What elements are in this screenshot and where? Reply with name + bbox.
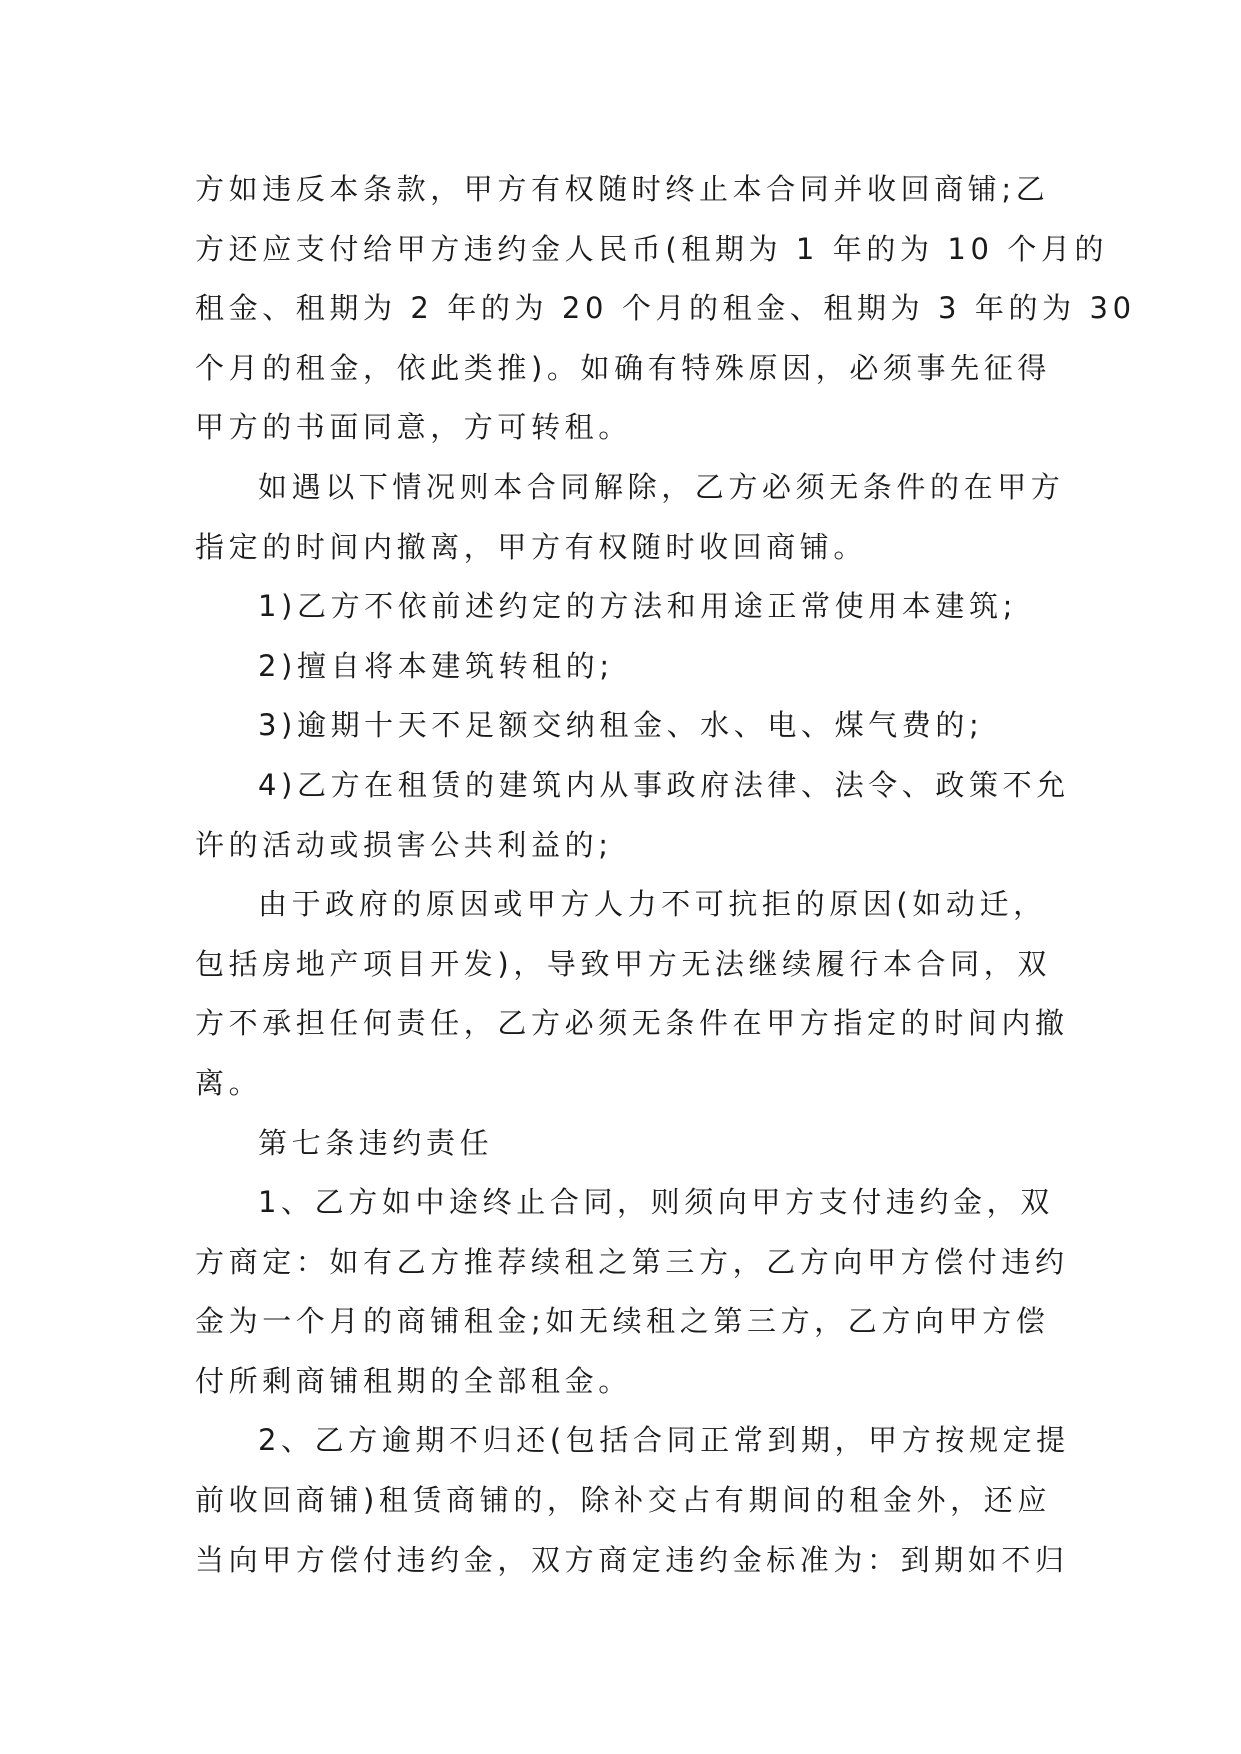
text-line: 金为一个月的商铺租金;如无续租之第三方，乙方向甲方偿 [195, 1304, 1050, 1339]
section-heading: 第七条违约责任 [258, 1125, 494, 1160]
text-line: 付所剩商铺租期的全部租金。 [195, 1363, 632, 1398]
document-body [195, 160, 1136, 1590]
text-line: 方如违反本条款，甲方有权随时终止本合同并收回商铺;乙 [195, 172, 1050, 206]
text-line: 个月的租金，依此类推)。如确有特殊原因，必须事先征得 [195, 350, 1051, 385]
text-line: 方商定：如有乙方推荐续租之第三方，乙方向甲方偿付违约 [195, 1244, 1069, 1279]
text-line: 甲方的书面同意，方可转租。 [195, 410, 632, 445]
text-line: 方不承担任何责任，乙方必须无条件在甲方指定的时间内撤 [195, 1006, 1069, 1041]
list-item: 2)擅自将本建筑转租的; [258, 648, 614, 683]
text-line: 前收回商铺)租赁商铺的，除补交占有期间的租金外，还应 [195, 1483, 1051, 1518]
text-line: 离。 [195, 1065, 263, 1100]
text-line: 指定的时间内撤离，甲方有权随时收回商铺。 [195, 529, 868, 564]
paragraph-start: 2、乙方逾期不归还(包括合同正常到期，甲方按规定提 [258, 1423, 1070, 1458]
text-line: 当向甲方偿付违约金，双方商定违约金标准为：到期如不归 [195, 1542, 1069, 1577]
list-item: 1)乙方不依前述约定的方法和用途正常使用本建筑; [258, 589, 1017, 624]
text-line: 租金、租期为 2 年的为 20 个月的租金、租期为 3 年的为 30 [195, 291, 1136, 326]
paragraph-start: 由于政府的原因或甲方人力不可抗拒的原因(如动迁， [258, 887, 1047, 922]
list-item: 4)乙方在租赁的建筑内从事政府法律、法令、政策不允 [258, 767, 1070, 802]
text-line: 许的活动或损害公共利益的; [195, 827, 613, 862]
list-item: 3)逾期十天不足额交纳租金、水、电、煤气费的; [258, 708, 984, 743]
paragraph-start: 1、乙方如中途终止合同，则须向甲方支付违约金，双 [258, 1185, 1054, 1220]
text-line: 方还应支付给甲方违约金人民币(租期为 1 年的为 10 个月的 [195, 231, 1109, 266]
text-line: 包括房地产项目开发)，导致甲方无法继续履行本合同，双 [195, 946, 1051, 981]
paragraph-start: 如遇以下情况则本合同解除，乙方必须无条件的在甲方 [258, 469, 1065, 504]
